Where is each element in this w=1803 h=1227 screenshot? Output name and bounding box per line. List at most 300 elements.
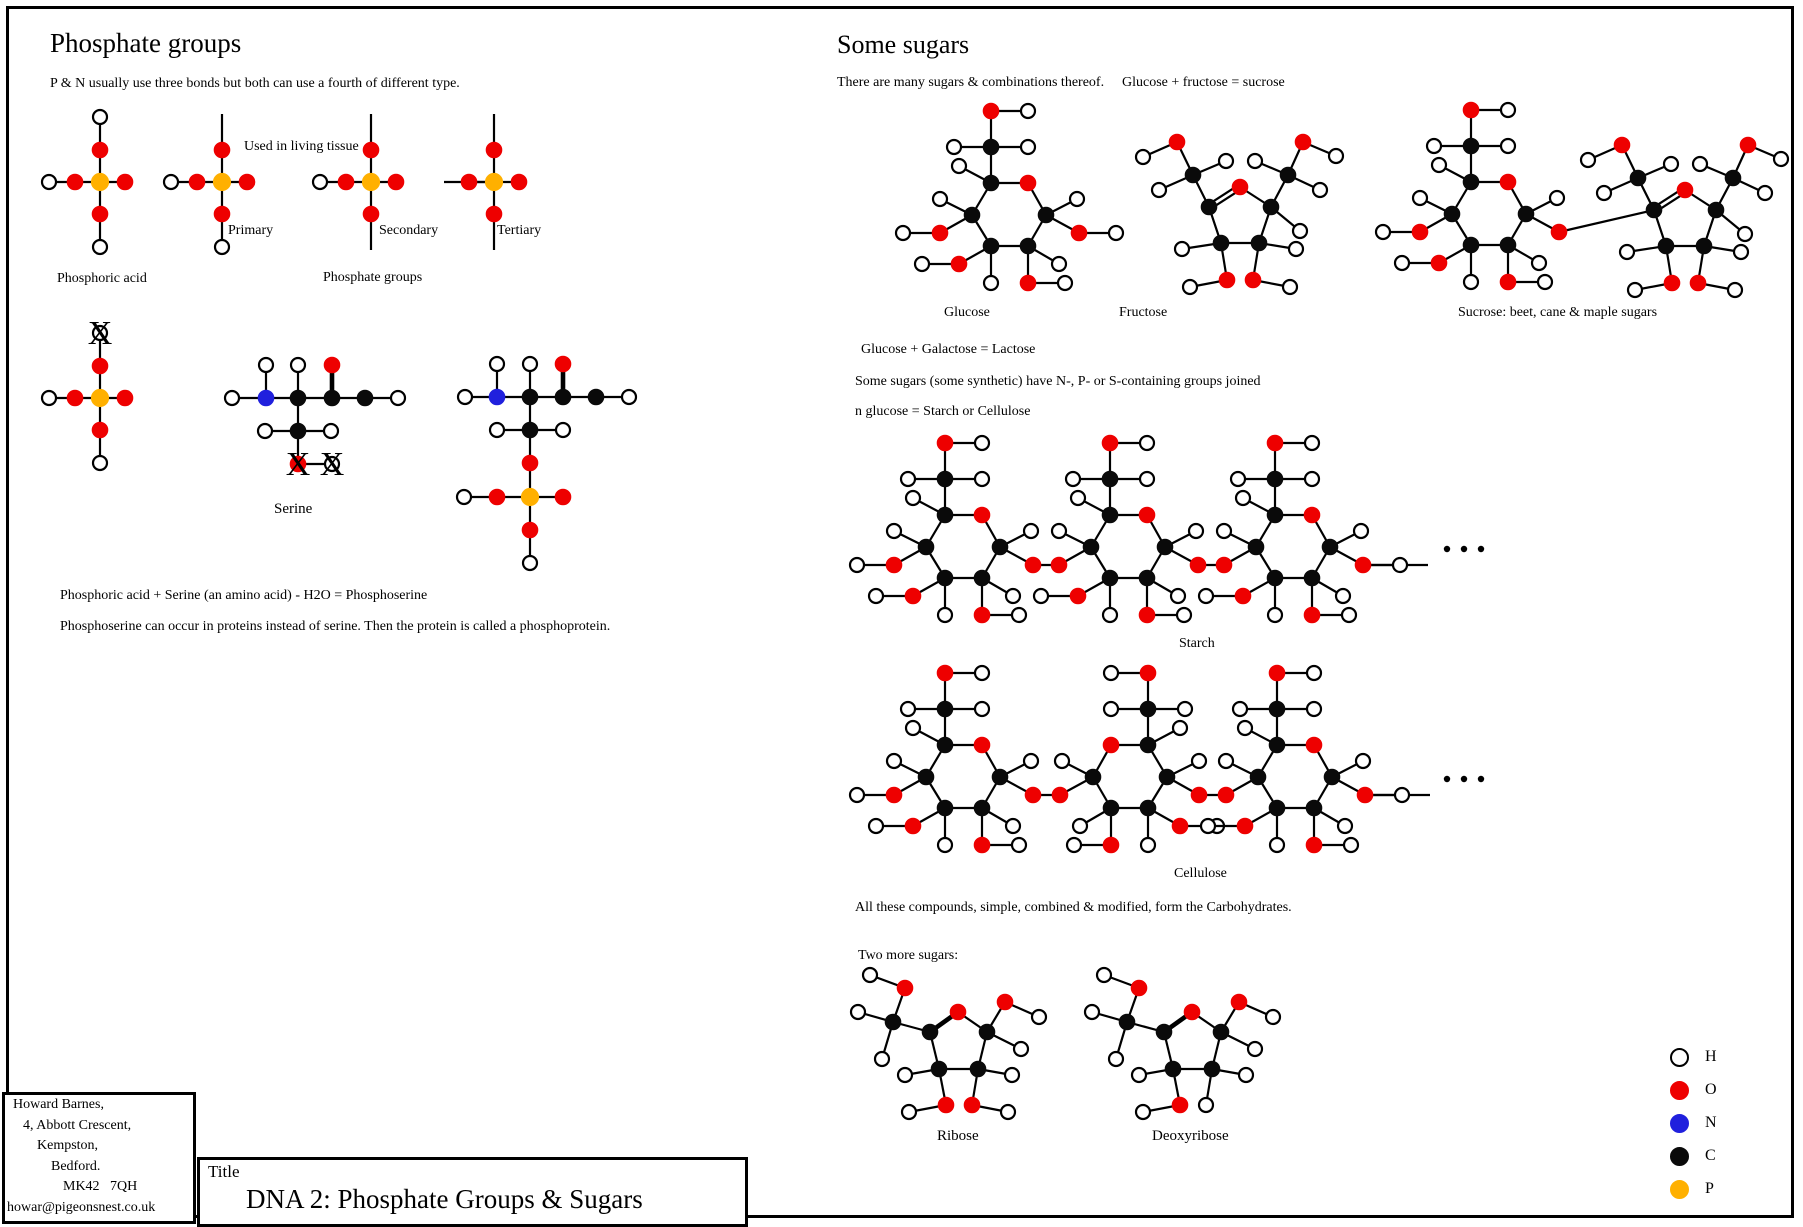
atom-O <box>932 225 948 241</box>
molecule-starch-3 <box>1199 435 1484 623</box>
atom-O <box>1020 275 1036 291</box>
atom-C <box>970 1061 986 1077</box>
atom-P <box>521 488 538 505</box>
atom-O <box>897 980 913 996</box>
atom-H <box>1266 1010 1280 1024</box>
atom-C <box>937 507 953 523</box>
atom-H <box>938 838 952 852</box>
atom-H <box>1305 472 1319 486</box>
atom-O <box>1184 1004 1200 1020</box>
atom-O <box>1131 980 1147 996</box>
atom-O <box>974 607 990 623</box>
atom-H <box>1012 838 1026 852</box>
atom-H <box>1097 968 1111 982</box>
page-title: DNA 2: Phosphate Groups & Sugars <box>246 1184 643 1214</box>
atom-C <box>1646 202 1662 218</box>
atom-O <box>1500 274 1516 290</box>
atom-H <box>1171 589 1185 603</box>
atom-H <box>1427 139 1441 153</box>
deoxyribose-label: Deoxyribose <box>1152 1128 1229 1144</box>
atom-H <box>164 175 178 189</box>
sucrose-label: Sucrose: beet, cane & maple sugars <box>1458 305 1658 320</box>
atom-C <box>1185 167 1201 183</box>
atom-O <box>461 174 477 190</box>
atom-H <box>1239 1068 1253 1082</box>
atom-H <box>1021 104 1035 118</box>
atom-C <box>1204 1061 1220 1077</box>
atom-H <box>975 702 989 716</box>
atom-H <box>93 240 107 254</box>
legend-row-o <box>1670 1079 1717 1101</box>
atom-H <box>622 390 636 404</box>
atom-H <box>1192 754 1206 768</box>
atom-H <box>1344 838 1358 852</box>
atom-H <box>1693 157 1707 171</box>
phosphoserine-equation: Phosphoric acid + Serine (an amino acid) - H2O = Phosphoserine <box>60 588 428 603</box>
atom-H <box>225 391 239 405</box>
title-box <box>197 1157 748 1227</box>
atom-H <box>1758 186 1772 200</box>
continuation-dot <box>1461 776 1467 782</box>
atom-H <box>1024 524 1038 538</box>
atom-O <box>1304 507 1320 523</box>
atom-C <box>1038 207 1054 223</box>
atom-O <box>1551 224 1567 240</box>
carbohydrates-note: All these compounds, simple, combined & modified, form the Carbohydrates. <box>855 900 1292 915</box>
atom-H <box>1219 154 1233 168</box>
fructose-label: Fructose <box>1119 305 1168 320</box>
atom-O <box>886 787 902 803</box>
atom-C <box>290 390 306 406</box>
continuation-dot <box>1478 546 1484 552</box>
atom-O <box>1231 994 1247 1010</box>
atom-H <box>863 968 877 982</box>
atom-H <box>1140 436 1154 450</box>
atom-C <box>1251 235 1267 251</box>
atom-O <box>950 1004 966 1020</box>
atom-O <box>555 356 571 372</box>
atom-H <box>1597 186 1611 200</box>
atom-O <box>1412 224 1428 240</box>
atom-O <box>1500 174 1516 190</box>
legend-p-label: P <box>1705 1180 1714 1197</box>
atom-O <box>1169 134 1185 150</box>
atom-C <box>1696 238 1712 254</box>
atom-C <box>1213 235 1229 251</box>
atom-O <box>905 588 921 604</box>
atom-H <box>902 1105 916 1119</box>
atom-H <box>1532 256 1546 270</box>
atom-C <box>979 1024 995 1040</box>
legend-row-h <box>1670 1046 1717 1068</box>
starch-label: Starch <box>1179 636 1215 651</box>
atom-H <box>975 472 989 486</box>
atom-H <box>1012 608 1026 622</box>
atom-C <box>983 238 999 254</box>
atom-O <box>1070 588 1086 604</box>
atom-H <box>391 391 405 405</box>
atom-H <box>490 423 504 437</box>
atom-O <box>1690 275 1706 291</box>
atom-O <box>1020 175 1036 191</box>
legend-h-swatch <box>1670 1048 1689 1067</box>
atom-O <box>951 256 967 272</box>
atom-H <box>1140 472 1154 486</box>
atom-C <box>937 701 953 717</box>
atom-O <box>1139 607 1155 623</box>
atom-O <box>117 390 133 406</box>
address-line: MK42 7QH <box>63 1179 138 1194</box>
atom-H <box>1734 245 1748 259</box>
atom-C <box>1103 800 1119 816</box>
atom-C <box>1306 800 1322 816</box>
atom-H <box>1005 1068 1019 1082</box>
bond <box>1559 210 1654 232</box>
atom-O <box>964 1097 980 1113</box>
sucrose-equation: Glucose + fructose = sucrose <box>1122 75 1285 90</box>
atom-H <box>901 702 915 716</box>
atom-O <box>1071 225 1087 241</box>
atom-C <box>983 175 999 191</box>
molecule-serine <box>225 357 405 483</box>
atom-H <box>215 240 229 254</box>
atom-C <box>1630 170 1646 186</box>
molecule-phosphoric-acid-2 <box>42 315 133 470</box>
atom-H <box>1034 589 1048 603</box>
atom-H <box>1006 819 1020 833</box>
right-section-subtitle: There are many sugars & combinations thereof. <box>837 75 1105 90</box>
atom-C <box>1248 539 1264 555</box>
atom-O <box>489 489 505 505</box>
atom-H <box>1071 491 1085 505</box>
legend-o-label: O <box>1705 1081 1717 1098</box>
title-box-caption: Title <box>208 1162 240 1181</box>
atom-C <box>1324 769 1340 785</box>
atom-H <box>1152 183 1166 197</box>
atom-H <box>1538 275 1552 289</box>
atom-H <box>258 424 272 438</box>
atom-O <box>1295 134 1311 150</box>
legend-o-swatch <box>1670 1081 1689 1100</box>
molecule-phosphoric-acid-1 <box>42 110 133 254</box>
atom-O <box>1463 102 1479 118</box>
atom-H <box>1052 257 1066 271</box>
atom-P <box>91 173 108 190</box>
atom-C <box>1102 570 1118 586</box>
atom-H <box>1173 721 1187 735</box>
atom-O <box>938 1097 954 1113</box>
atom-C <box>974 800 990 816</box>
atom-O <box>1025 787 1041 803</box>
atom-H <box>1270 838 1284 852</box>
atom-O <box>1245 272 1261 288</box>
atom-O <box>974 737 990 753</box>
atom-H <box>1550 191 1564 205</box>
atom-C <box>1020 238 1036 254</box>
molecule-cellulose-1 <box>850 665 1060 853</box>
atom-C <box>1269 701 1285 717</box>
atom-C <box>522 422 538 438</box>
legend-h-label: H <box>1705 1048 1717 1065</box>
atom-C <box>1463 237 1479 253</box>
atom-H <box>1248 1042 1262 1056</box>
atom-O <box>1306 837 1322 853</box>
n-glucose-equation: n glucose = Starch or Cellulose <box>855 404 1031 419</box>
atom-H <box>975 666 989 680</box>
atom-H <box>898 1068 912 1082</box>
atom-C <box>1658 238 1674 254</box>
atom-H <box>1664 157 1678 171</box>
address-line: Howard Barnes, <box>13 1097 104 1112</box>
atom-H <box>1356 754 1370 768</box>
atom-C <box>1165 1061 1181 1077</box>
atom-O <box>1140 665 1156 681</box>
atom-C <box>937 471 953 487</box>
atom-H <box>1395 788 1409 802</box>
atom-H <box>291 358 305 372</box>
address-line: Kempston, <box>37 1138 99 1153</box>
atom-O <box>92 358 108 374</box>
atom-H <box>1501 139 1515 153</box>
cellulose-label: Cellulose <box>1174 866 1227 881</box>
molecule-starch-2 <box>1034 435 1224 623</box>
address-line: Bedford. <box>51 1158 101 1174</box>
atom-O <box>239 174 255 190</box>
atom-H <box>1189 524 1203 538</box>
atom-O <box>522 455 538 471</box>
atom-H <box>1104 666 1118 680</box>
right-section-title: Some sugars <box>837 30 970 59</box>
atom-H <box>259 358 273 372</box>
atom-H <box>1175 242 1189 256</box>
atom-C <box>1500 237 1516 253</box>
used-in-living-tissue-label: Used in living tissue <box>244 139 359 154</box>
atom-H <box>1006 589 1020 603</box>
atom-H <box>1070 192 1084 206</box>
atom-H <box>1141 838 1155 852</box>
molecule-ribose <box>851 968 1046 1119</box>
lactose-equation: Glucose + Galactose = Lactose <box>861 342 1036 357</box>
atom-C <box>1263 199 1279 215</box>
atom-O <box>1431 255 1447 271</box>
atom-H <box>1104 702 1118 716</box>
left-section-title: Phosphate groups <box>50 28 242 58</box>
atom-H <box>1067 838 1081 852</box>
atom-O <box>92 206 108 222</box>
crossed-out-mark: X <box>87 315 113 352</box>
atom-C <box>1267 507 1283 523</box>
atom-C <box>964 207 980 223</box>
atom-C <box>885 1014 901 1030</box>
atom-C <box>922 1024 938 1040</box>
atom-H <box>490 357 504 371</box>
atom-H <box>1248 154 1262 168</box>
atom-O <box>1304 607 1320 623</box>
atom-H <box>1236 491 1250 505</box>
atom-H <box>1501 103 1515 117</box>
atom-H <box>1217 524 1231 538</box>
molecule-phosphoserine <box>457 356 636 570</box>
atom-O <box>1355 557 1371 573</box>
atom-H <box>1307 666 1321 680</box>
atom-H <box>906 721 920 735</box>
atom-N <box>258 390 274 406</box>
atom-H <box>42 391 56 405</box>
atom-H <box>523 556 537 570</box>
tertiary-label: Tertiary <box>497 223 542 238</box>
atom-O <box>92 142 108 158</box>
atom-O <box>214 206 230 222</box>
atom-C <box>974 570 990 586</box>
atom-C <box>937 570 953 586</box>
atom-H <box>1581 153 1595 167</box>
molecule-sucrose-fructose <box>1581 137 1788 297</box>
atom-C <box>1083 539 1099 555</box>
atom-H <box>850 558 864 572</box>
atom-O <box>1052 787 1068 803</box>
secondary-label: Secondary <box>379 223 439 238</box>
atom-C <box>992 539 1008 555</box>
atom-H <box>1052 524 1066 538</box>
atom-O <box>1740 137 1756 153</box>
atom-O <box>997 994 1013 1010</box>
atom-H <box>1338 819 1352 833</box>
atom-O <box>1216 557 1232 573</box>
continuation-dot <box>1444 776 1450 782</box>
atom-C <box>290 423 306 439</box>
atom-H <box>458 390 472 404</box>
atom-C <box>992 769 1008 785</box>
atom-C <box>324 390 340 406</box>
atom-H <box>1199 589 1213 603</box>
molecule-fructose <box>1136 134 1343 294</box>
atom-H <box>850 788 864 802</box>
phosphoric-acid-label: Phosphoric acid <box>57 271 147 286</box>
atom-H <box>1085 1005 1099 1019</box>
atom-O <box>486 206 502 222</box>
atom-O <box>1190 557 1206 573</box>
atom-C <box>983 139 999 155</box>
atom-C <box>588 389 604 405</box>
atom-H <box>947 140 961 154</box>
legend-n-swatch <box>1670 1114 1689 1133</box>
atom-O <box>117 174 133 190</box>
atom-H <box>938 608 952 622</box>
atom-C <box>1322 539 1338 555</box>
atom-O <box>1269 665 1285 681</box>
atom-H <box>1728 283 1742 297</box>
atom-H <box>1620 245 1634 259</box>
atom-H <box>1313 183 1327 197</box>
address-email: howar@pigeonsnest.co.uk <box>7 1199 156 1215</box>
atom-H <box>556 423 570 437</box>
atom-P <box>485 173 502 190</box>
atom-H <box>975 436 989 450</box>
atom-H <box>1432 158 1446 172</box>
atom-C <box>522 389 538 405</box>
atom-H <box>1178 702 1192 716</box>
atom-H <box>1058 276 1072 290</box>
atom-H <box>1199 1098 1213 1112</box>
atom-H <box>1413 191 1427 205</box>
atom-C <box>1304 570 1320 586</box>
atom-O <box>905 818 921 834</box>
atom-H <box>1293 224 1307 238</box>
atom-H <box>887 754 901 768</box>
atom-C <box>1708 202 1724 218</box>
atom-H <box>1268 608 1282 622</box>
atom-O <box>67 390 83 406</box>
atom-O <box>189 174 205 190</box>
atom-C <box>937 737 953 753</box>
atom-C <box>937 800 953 816</box>
atom-C <box>1725 170 1741 186</box>
atom-H <box>1032 1010 1046 1024</box>
serine-label: Serine <box>274 501 313 517</box>
molecule-deoxyribose <box>1085 968 1280 1119</box>
atom-O <box>363 206 379 222</box>
atom-C <box>555 389 571 405</box>
atom-O <box>1306 737 1322 753</box>
ribose-label: Ribose <box>937 1128 979 1144</box>
address-line: 4, Abbott Crescent, <box>23 1117 132 1133</box>
atom-C <box>931 1061 947 1077</box>
atom-H <box>523 357 537 371</box>
atom-O <box>486 142 502 158</box>
atom-H <box>1136 1105 1150 1119</box>
atom-O <box>324 357 340 373</box>
atom-H <box>313 175 327 189</box>
atom-H <box>1021 140 1035 154</box>
atom-H <box>869 589 883 603</box>
atom-H <box>1109 1052 1123 1066</box>
atom-C <box>1157 539 1173 555</box>
atom-P <box>213 173 230 190</box>
atom-H <box>896 226 910 240</box>
atom-H <box>851 1005 865 1019</box>
atom-O <box>1237 818 1253 834</box>
atom-H <box>1738 227 1752 241</box>
molecule-cellulose-2 <box>1052 665 1226 853</box>
atom-H <box>1342 608 1356 622</box>
phosphoprotein-note: Phosphoserine can occur in proteins instead of serine. Then the protein is called a phosphoprotein. <box>60 619 611 634</box>
atom-H <box>875 1052 889 1066</box>
atom-C <box>1267 471 1283 487</box>
atom-O <box>67 174 83 190</box>
atom-C <box>1102 507 1118 523</box>
atom-C <box>1201 199 1217 215</box>
atom-H <box>1024 754 1038 768</box>
atom-H <box>1177 608 1191 622</box>
atom-C <box>1085 769 1101 785</box>
atom-C <box>1518 206 1534 222</box>
atom-H <box>1305 436 1319 450</box>
legend-row-c <box>1670 1145 1716 1167</box>
atom-C <box>1102 471 1118 487</box>
atom-O <box>937 435 953 451</box>
atom-O <box>555 489 571 505</box>
atom-C <box>1463 138 1479 154</box>
atom-H <box>1395 256 1409 270</box>
atom-H <box>1109 226 1123 240</box>
atom-H <box>1001 1105 1015 1119</box>
atom-H <box>1233 702 1247 716</box>
atom-H <box>1289 242 1303 256</box>
atom-H <box>1066 472 1080 486</box>
crossed-out-mark: X <box>319 446 345 483</box>
atom-C <box>1463 174 1479 190</box>
atom-O <box>338 174 354 190</box>
